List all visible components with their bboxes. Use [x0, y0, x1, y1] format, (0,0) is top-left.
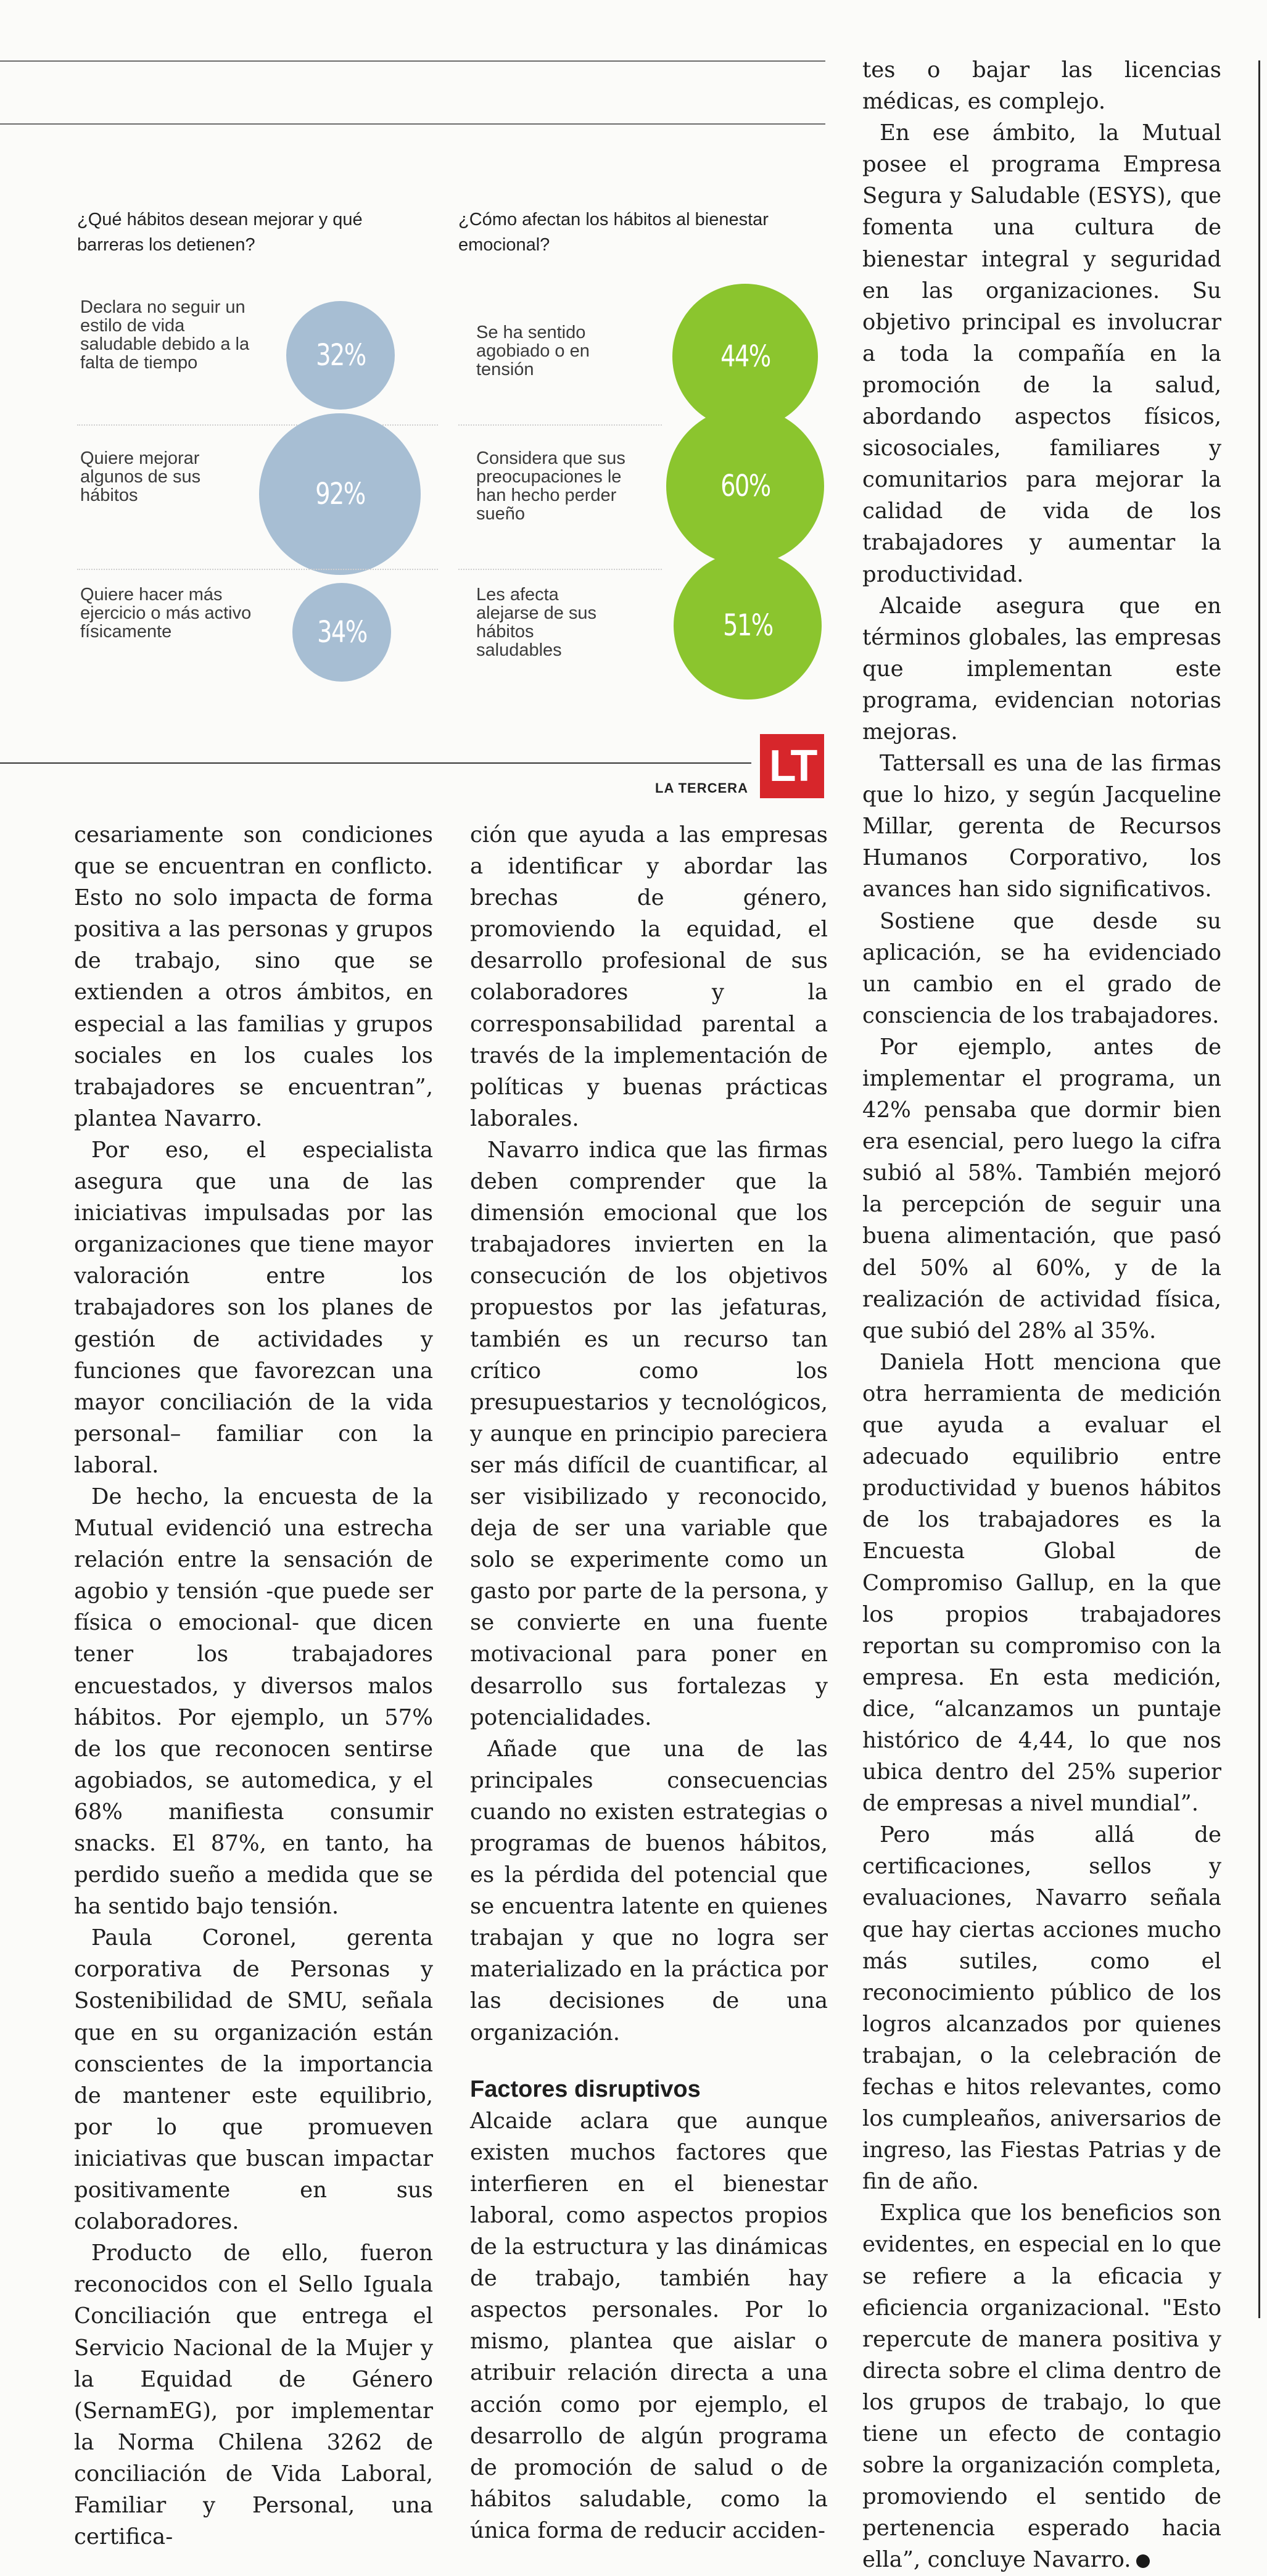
right-item-label: Se ha sentido agobiado o en tensión	[476, 323, 590, 379]
article-column-2	[470, 819, 828, 2546]
paragraph: Alcaide asegura que en términos globales, las empresas que implementan este programa, evidencian notorias mejoras.	[862, 593, 1221, 745]
paragraph: Pero más allá de certificaciones, sellos y evaluaciones, Navarro señala que hay ciertas acciones mucho más sutiles, como el reconocimiento público de los logros alcanzados por quienes trabajan, o la celebración de fechas e hitos relevantes, como los cumpleaños, aniversarios de ingreso, las Fiestas Patrias y de fin de año.	[862, 1822, 1221, 2195]
paragraph: Alcaide aclara que aunque existen muchos factores que interfieren en el bienestar laboral, como aspectos propios de la estructura y las dinámicas de trabajo, también hay aspectos personales. Por lo mismo, plantea que aislar o atribuir relación directa a una acción como por ejemplo, el desarrollo de algún programa de promoción de salud o de hábitos saludable, como la única forma de reducir acciden-	[470, 2108, 828, 2543]
end-mark-icon	[1136, 2554, 1150, 2568]
paragraph: Añade que una de las principales consecuencias cuando no existen estrategias o programas de buenos hábitos, es la pérdida del potencial que se encuentra latente en quienes trabajan y que no logra ser materializado en la práctica por las decisiones de una organización.	[470, 1736, 828, 2046]
paragraph: Por eso, el especialista asegura que una de las iniciativas impulsadas por las organizaciones que tiene mayor valoración entre los trabajadores son los planes de gestión de actividades y funciones que favorezcan una mayor conciliación de la vida personal– familiar con la laboral.	[74, 1137, 433, 1478]
paragraph: cesariamente son condiciones que se encuentran en conflicto. Esto no solo impacta de forma positiva a las personas y grupos de trabajo, sino que se extienden a otros ámbitos, en especial a las familias y grupos sociales en los cuales los trabajadores se encuentran”, plantea Navarro.	[74, 822, 433, 1131]
paragraph: Por ejemplo, antes de implementar el programa, un 42% pensaba que dormir bien era esencial, pero luego la cifra subió al 58%. También mejoró la percepción de seguir una buena alimentación, que pasó del 50% al 60%, y de la realización de actividad física, que subió del 28% al 35%.	[862, 1034, 1221, 1344]
left-item-circle-32	[286, 301, 395, 410]
dotted-separator	[458, 424, 662, 426]
source-label: LA TERCERA	[655, 780, 748, 796]
infographic-right-title: ¿Cómo afectan los hábitos al bienestar emocional?	[458, 210, 769, 255]
paragraph	[862, 2197, 1221, 2575]
paragraph: En ese ámbito, la Mutual posee el programa Empresa Segura y Saludable (ESYS), que fomenta una cultura de bienestar integral y seguridad en las organizaciones. Su objetivo principal es involucrar a toda la compañía en la promoción de la salud, abordando aspectos físicos, sicosociales, familiares y comunitarios para mejorar la calidad de vida de los trabajadores y aumentar la productividad.	[862, 120, 1221, 587]
left-item-label: Declara no seguir un estilo de vida saludable debido a la falta de tiempo	[80, 297, 250, 373]
left-item-label: Quiere hacer más ejercicio o más activo físicamente	[80, 585, 252, 642]
paragraph: tes o bajar las licencias médicas, es complejo.	[862, 57, 1221, 115]
final-paragraph-text: Explica que los beneficios son evidentes, en especial en lo que se refiere a la eficacia y eficiencia organizacional. "Esto repercute de manera positiva y directa sobre el clima dentro de los grupos de trabajo, lo que tiene un efecto de contagio sobre la organización completa, promoviendo el sentido de pertenencia esperado hacia ella”, concluye Navarro.	[862, 2200, 1221, 2573]
infographic-bottom-rule	[0, 762, 751, 764]
paragraph: Tattersall es una de las firmas que lo hizo, y según Jacqueline Millar, gerenta de Recursos Humanos Corporativo, los avances han sido significativos.	[862, 751, 1221, 902]
lt-logo: LT	[760, 734, 824, 798]
left-item-value: 32%	[315, 338, 366, 373]
paragraph: De hecho, la encuesta de la Mutual evidenció una estrecha relación entre la sensación de agobio y tensión -que puede ser física o emocional- que dicen tener los trabajadores encuestados, y diversos malos hábitos. Por ejemplo, un 57% de los que reconocen sentirse agobiados, se automedica, y el 68% manifiesta consumir snacks. El 87%, en tanto, ha perdido sueño a medida que se ha sentido bajo tensión.	[74, 1484, 433, 1920]
paragraph: Producto de ello, fueron reconocidos con el Sello Iguala Conciliación que entrega el Servicio Nacional de la Mujer y la Equidad de Género (SernamEG), por implementar la Norma Chilena 3262 de conciliación de Vida Laboral, Familiar y Personal, una certifica-	[74, 2240, 433, 2550]
left-item-label: Quiere mejorar algunos de sus hábitos	[80, 448, 201, 505]
infographic-left-title: ¿Qué hábitos desean mejorar y qué barreras los detienen?	[77, 210, 363, 255]
right-item-value: 51%	[722, 608, 773, 643]
article-column-3	[862, 54, 1221, 2576]
infographic-top-rule	[0, 123, 825, 125]
left-item-circle-92	[259, 413, 421, 575]
left-item-value: 92%	[315, 477, 365, 511]
article-column-1	[74, 819, 433, 2553]
section-heading: Factores disruptivos	[470, 2076, 701, 2102]
dotted-separator	[77, 569, 438, 570]
paragraph: ción que ayuda a las empresas a identificar y abordar las brechas de género, promoviendo la equidad, el desarrollo profesional de sus colaboradores y la corresponsabilidad parental a través de la implementación de políticas y buenas prácticas laborales.	[470, 822, 828, 1131]
right-item-value: 44%	[720, 339, 770, 374]
paragraph: Paula Coronel, gerenta corporativa de Personas y Sostenibilidad de SMU, señala que en su organización están conscientes de la importancia de mantener este equilibrio, por lo que promueven iniciativas que buscan impactar positivamente en sus colaboradores.	[74, 1925, 433, 2235]
right-item-label: Les afecta alejarse de sus hábitos saludables	[476, 585, 597, 660]
left-item-value: 34%	[316, 615, 367, 650]
dotted-separator	[77, 424, 438, 426]
paragraph: Navarro indica que las firmas deben comprender que la dimensión emocional que los trabajadores invierten en la consecución de los objetivos propuestos por las jefaturas, también es un recurso tan crítico como los presupuestarios y tecnológicos, y aunque en principio pareciera ser más difícil de cuantificar, al ser visibilizado y reconocido, deja de ser una variable que solo se experimente como un gasto por parte de la persona, y se convierte en una fuente motivacional para poner en desarrollo sus fortalezas y potencialidades.	[470, 1137, 828, 1730]
left-item-circle-34	[292, 583, 391, 682]
right-item-value: 60%	[720, 469, 770, 503]
top-rule	[0, 60, 825, 62]
dotted-separator	[458, 569, 662, 570]
right-edge-rule	[1258, 60, 1260, 2318]
right-item-label: Considera que sus preocupaciones le han hecho perder sueño	[476, 448, 625, 524]
right-item-circle-51	[674, 551, 822, 700]
right-item-circle-60	[666, 407, 824, 565]
paragraph: Sostiene que desde su aplicación, se ha evidenciado un cambio en el grado de consciencia de los trabajadores.	[862, 908, 1221, 1028]
paragraph: Daniela Hott menciona que otra herramienta de medición que ayuda a evaluar el adecuado equilibrio entre productividad y buenos hábitos de los trabajadores es la Encuesta Global de Compromiso Gallup, en la que los propios trabajadores reportan su compromiso con la empresa. En esta medición, dice, “alcanzamos un puntaje histórico de 4,44, lo que nos ubica dentro del 25% superior de empresas a nivel mundial”.	[862, 1349, 1221, 1817]
